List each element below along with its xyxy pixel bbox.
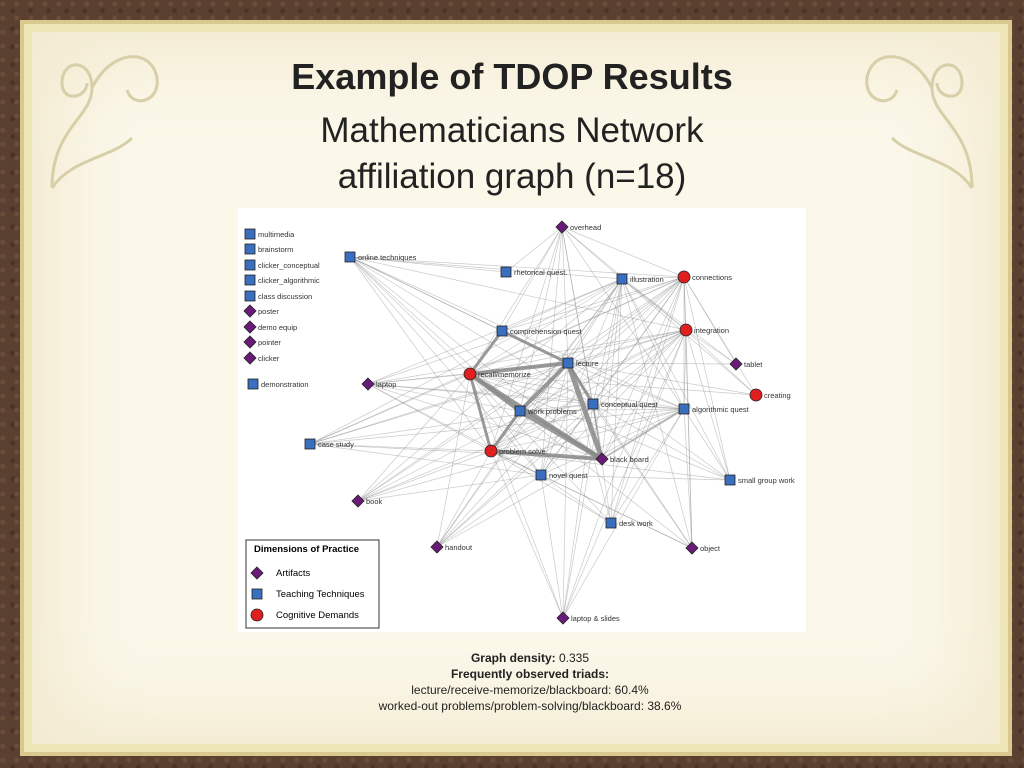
density-label: Graph density:: [470, 651, 556, 665]
graph-edge: [358, 374, 470, 501]
graph-edge: [602, 409, 684, 459]
node-circle-icon: [750, 389, 762, 401]
slide-subtitle: [0, 108, 1024, 200]
graph-node: [431, 541, 473, 553]
graph-edge: [368, 279, 622, 384]
graph-edge: [684, 277, 730, 480]
node-square-icon: [563, 358, 573, 368]
graph-node: [362, 378, 396, 390]
graph-edge: [541, 475, 563, 618]
node-label: online techniques: [358, 253, 417, 262]
node-square-icon: [245, 291, 255, 301]
legend: [246, 540, 379, 628]
node-label: pointer: [258, 338, 281, 347]
node-diamond-icon: [362, 378, 374, 390]
node-label: work problems: [528, 407, 577, 416]
graph-edge: [568, 363, 730, 480]
node-square-icon: [345, 252, 355, 262]
graph-edge: [562, 227, 684, 277]
legend-item-label: Cognitive Demands: [276, 610, 359, 621]
triads-label: Frequently observed triads:: [450, 667, 610, 681]
node-circle-icon: [678, 271, 690, 283]
graph-node: [606, 518, 653, 528]
graph-edge: [684, 409, 730, 480]
graph-edge: [470, 331, 502, 374]
node-square-icon: [725, 475, 735, 485]
triad-2: worked-out problems/problem-solving/blackboard: 38.6%: [378, 699, 682, 713]
node-label: novel quest: [549, 471, 588, 480]
node-square-icon: [606, 518, 616, 528]
node-label: book: [366, 497, 383, 506]
graph-node: [464, 368, 531, 380]
node-diamond-icon: [557, 612, 569, 624]
graph-node: [515, 406, 577, 416]
node-label: creating: [764, 391, 791, 400]
node-diamond-icon: [244, 336, 256, 348]
graph-edge: [350, 257, 491, 451]
node-label: comprehension quest: [510, 327, 582, 336]
node-label: overhead: [570, 223, 602, 232]
node-diamond-icon: [352, 495, 364, 507]
node-square-icon: [501, 267, 511, 277]
triad-1: lecture/receive-memorize/blackboard: 60.4%: [411, 683, 649, 697]
graph-node: [725, 475, 795, 485]
graph-node: [617, 274, 664, 284]
graph-edge: [568, 277, 684, 363]
node-label: class discussion: [258, 292, 313, 301]
node-circle-icon: [485, 445, 497, 457]
graph-node: [244, 336, 281, 348]
node-square-icon: [245, 260, 255, 270]
node-label: recall/memorize: [478, 370, 531, 379]
graph-node: [678, 271, 732, 283]
node-label: object: [700, 544, 721, 553]
node-label: clicker_conceptual: [258, 261, 320, 270]
node-label: poster: [258, 307, 279, 316]
node-square-icon: [245, 275, 255, 285]
graph-node: [557, 612, 620, 624]
node-square-icon: [245, 229, 255, 239]
graph-edge: [350, 257, 541, 475]
subtitle-line-2: affiliation graph (n=18): [337, 157, 687, 196]
network-graph: [238, 208, 806, 632]
slide-title: Example of TDOP Results: [291, 56, 733, 97]
density-value: 0.335: [555, 651, 590, 665]
node-diamond-icon: [244, 305, 256, 317]
graph-edge: [686, 330, 736, 364]
node-label: tablet: [744, 360, 763, 369]
graph-node: [248, 379, 309, 389]
node-square-icon: [679, 404, 689, 414]
graph-edge: [686, 330, 692, 548]
node-square-icon: [588, 399, 598, 409]
node-label: clicker_algorithmic: [258, 276, 320, 285]
graph-edge: [502, 277, 684, 331]
graph-edge: [358, 451, 491, 501]
graph-node: [686, 542, 721, 554]
node-label: problem solve: [499, 447, 546, 456]
node-label: conceptual quest: [601, 400, 658, 409]
node-square-icon: [617, 274, 627, 284]
graph-node: [244, 321, 297, 333]
legend-item-label: Teaching Techniques: [276, 589, 365, 600]
legend-circle-icon: [251, 609, 263, 621]
node-square-icon: [245, 244, 255, 254]
graph-edge: [562, 227, 568, 363]
node-label: laptop: [376, 380, 397, 389]
node-diamond-icon: [686, 542, 698, 554]
legend-title: Dimensions of Practice: [254, 544, 360, 555]
graph-node: [563, 358, 599, 368]
node-label: demo equip: [258, 323, 298, 332]
graph-node: [245, 260, 320, 270]
node-label: desk work: [619, 519, 653, 528]
node-label: black board: [610, 455, 649, 464]
graph-node: [730, 358, 763, 370]
graph-node: [244, 352, 280, 364]
node-square-icon: [248, 379, 258, 389]
graph-node: [501, 267, 567, 277]
node-label: illustration: [630, 275, 664, 284]
graph-node: [556, 221, 601, 233]
node-diamond-icon: [730, 358, 742, 370]
graph-node: [245, 229, 295, 239]
graph-node: [485, 445, 546, 457]
node-diamond-icon: [244, 352, 256, 364]
graph-edge: [541, 475, 692, 548]
node-circle-icon: [680, 324, 692, 336]
node-label: demonstration: [261, 380, 309, 389]
graph-edge: [350, 257, 470, 374]
node-square-icon: [515, 406, 525, 416]
node-label: lecture: [576, 359, 599, 368]
node-label: handout: [445, 543, 473, 552]
node-label: integration: [694, 326, 730, 335]
graph-node: [245, 275, 320, 285]
node-square-icon: [305, 439, 315, 449]
graph-node: [352, 495, 383, 507]
node-diamond-icon: [556, 221, 568, 233]
subtitle-line-1: Mathematicians Network: [320, 111, 704, 150]
node-square-icon: [497, 326, 507, 336]
graph-edge: [437, 475, 541, 547]
node-label: clicker: [258, 354, 280, 363]
density-line: [0, 650, 1024, 666]
graph-node: [245, 291, 312, 301]
node-label: algorithmic quest: [692, 405, 749, 414]
node-label: brainstorm: [258, 245, 294, 254]
graph-node: [245, 244, 293, 254]
graph-edge: [358, 277, 684, 501]
node-label: laptop & slides: [571, 614, 620, 623]
node-square-icon: [536, 470, 546, 480]
graph-stats: [0, 650, 1024, 714]
node-label: small group work: [738, 476, 795, 485]
node-label: case study: [318, 440, 354, 449]
graph-node: [497, 326, 583, 336]
graph-edge: [541, 475, 611, 523]
graph-node: [596, 453, 649, 465]
node-diamond-icon: [244, 321, 256, 333]
graph-node: [680, 324, 729, 336]
graph-node: [244, 305, 279, 317]
node-label: rhetorical quest.: [514, 268, 568, 277]
graph-node: [305, 439, 354, 449]
node-label: connections: [692, 273, 733, 282]
legend-item-label: Artifacts: [276, 568, 311, 579]
node-circle-icon: [464, 368, 476, 380]
graph-node: [536, 470, 588, 480]
legend-square-icon: [252, 589, 262, 599]
graph-node: [750, 389, 791, 401]
node-label: multimedia: [258, 230, 295, 239]
graph-edge: [622, 279, 756, 395]
